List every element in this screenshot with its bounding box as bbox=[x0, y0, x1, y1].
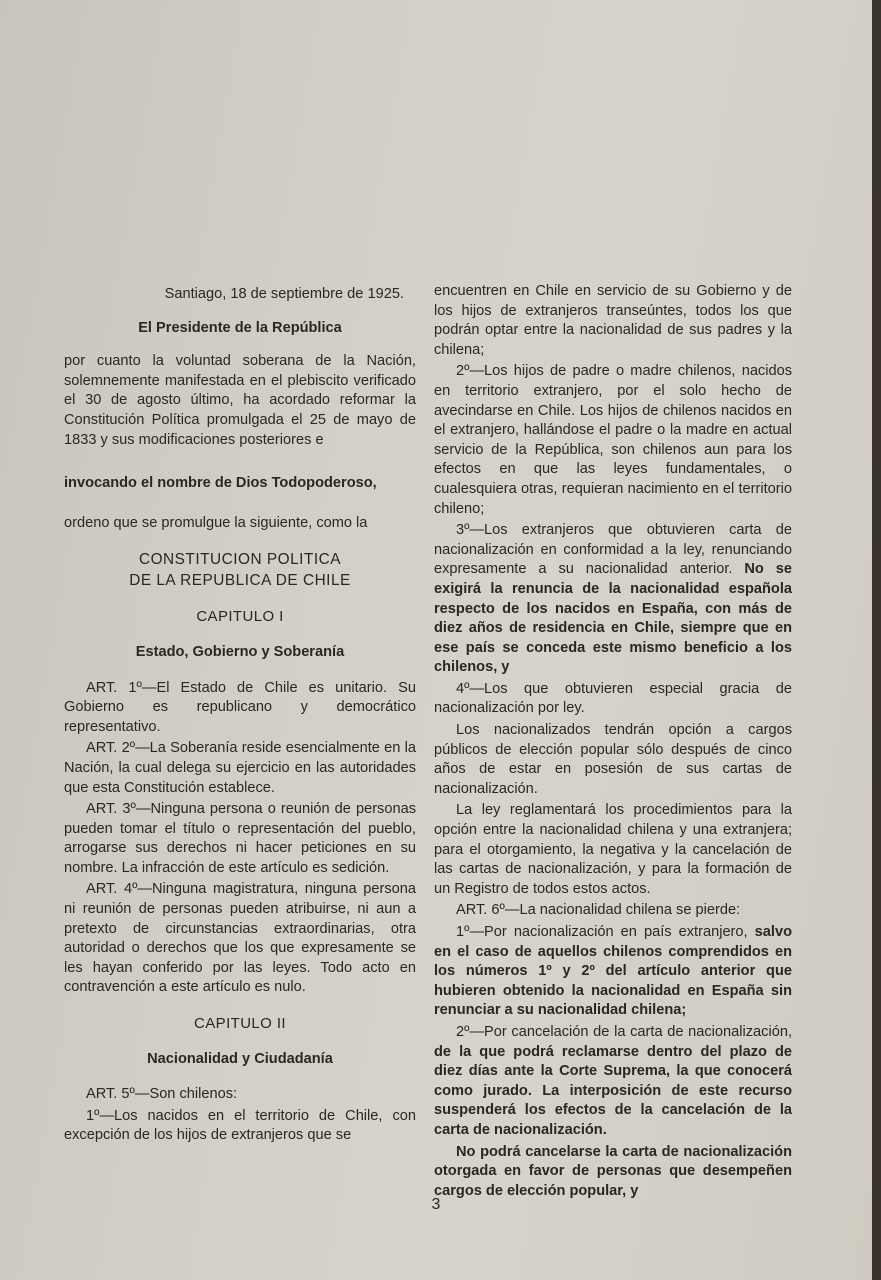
order-line: ordeno que se promulgue la siguiente, como la bbox=[64, 514, 368, 531]
article-5-item-3-text: 3º—Los extranjeros que obtuvieren carta de nacionalización en conformidad a la ley, renunciando expresamente a su nacionalidad anterior. bbox=[434, 522, 792, 578]
chapter-1-heading: CAPITULO I bbox=[196, 608, 284, 626]
article-5-item-4: 4º—Los que obtuvieren especial gracia de nacionalización por ley. bbox=[434, 680, 792, 717]
preamble-paragraph: por cuanto la voluntad soberana de la Nación, solemnemente manifestada en el plebiscito verificado el 30 de agosto último, ha acordado reformar la Constitución Política promulgada el 25 de mayo de 1833 y sus modificaciones posteriores e bbox=[64, 353, 416, 448]
page-number: 3 bbox=[431, 1196, 441, 1213]
article-6-item-2 bbox=[434, 1023, 792, 1141]
right-column bbox=[434, 282, 792, 1203]
article-5-item-1: 1º—Los nacidos en el territorio de Chile, con excepción de los hijos de extranjeros que se bbox=[64, 1107, 416, 1144]
article-5: ART. 5º—Son chilenos: bbox=[86, 1086, 238, 1103]
article-5-item-3 bbox=[434, 521, 792, 678]
chapter-2-title: Nacionalidad y Ciudadanía bbox=[147, 1050, 333, 1067]
constitution-title-1: CONSTITUCION POLITICA bbox=[138, 551, 342, 569]
article-6-item-1 bbox=[434, 923, 792, 1021]
constitution-title-2: DE LA REPUBLICA DE CHILE bbox=[129, 572, 351, 590]
chapter-2-heading: CAPITULO II bbox=[194, 1015, 286, 1033]
left-column bbox=[64, 285, 416, 1148]
page-edge-shadow bbox=[872, 0, 881, 1280]
article-6: ART. 6º—La nacionalidad chilena se pierde: bbox=[456, 902, 741, 919]
date-line: Santiago, 18 de septiembre de 1925. bbox=[164, 286, 404, 302]
article-2: ART. 2º—La Soberanía reside esencialmente en la Nación, la cual delega su ejercicio en las autoridades que esta Constitución establece. bbox=[64, 740, 416, 796]
president-heading: El Presidente de la República bbox=[138, 319, 342, 336]
article-1: ART. 1º—El Estado de Chile es unitario. Su Gobierno es republicano y democrático representativo. bbox=[64, 679, 416, 735]
article-6-item-1-amendment: salvo en el caso de aquellos chilenos comprendidos en los números 1º y 2º del artículo anterior que hubieren obtenido la nacionalidad en España sin renunciar a su nacionalidad chilena; bbox=[434, 924, 792, 1019]
article-5-item-1-continued: encuentren en Chile en servicio de su Gobierno y de los hijos de extranjeros transeúntes, todos los que podrán optar entre la nacionalidad de sus padres y la chilena; bbox=[434, 283, 792, 358]
article-6-item-1-text: 1º—Por nacionalización en país extranjero, bbox=[456, 924, 748, 940]
invocation-line: invocando el nombre de Dios Todopoderoso, bbox=[64, 475, 377, 492]
nationalized-paragraph: Los nacionalizados tendrán opción a cargos públicos de elección popular sólo después de cinco años de estar en posesión de sus cartas de nacionalización. bbox=[434, 722, 792, 797]
law-paragraph: La ley reglamentará los procedimientos para la opción entre la nacionalidad chilena y una extranjera; para el otorgamiento, la negativa y la cancelación de las cartas de nacionalización, y para la formación de un Registro de todos estos actos. bbox=[434, 802, 792, 897]
article-5-item-2: 2º—Los hijos de padre o madre chilenos, nacidos en territorio extranjero, por el solo hecho de avecindarse en Chile. Los hijos de chilenos nacidos en el extranjero, hallándose el padre o la madre en actual servicio de la República, son chilenos aun para los efectos en que las leyes fundamentales, o cualesquiera otras, requieran nacimiento en el territorio chileno; bbox=[434, 363, 792, 517]
article-3: ART. 3º—Ninguna persona o reunión de personas pueden tomar el título o representación del pueblo, arrogarse sus derechos ni hacer peticiones en su nombre. La infracción de este artículo es sedición. bbox=[64, 801, 416, 876]
article-6-item-2-text: 2º—Por cancelación de la carta de nacionalización, bbox=[456, 1023, 792, 1040]
no-podra-paragraph: No podrá cancelarse la carta de nacionalización otorgada en favor de personas que desempeñen cargos de elección popular, y bbox=[434, 1143, 792, 1199]
article-6-item-2-amendment: de la que podrá reclamarse dentro del plazo de diez días ante la Corte Suprema, la que conocerá como jurado. La interposición de este recurso suspenderá los efectos de la cancelación de la carta de nacionalización. bbox=[434, 1043, 792, 1138]
article-4: ART. 4º—Ninguna magistratura, ninguna persona ni reunión de personas pueden atribuirse, ni aun a pretexto de circunstancias extraordinarias, otra autoridad o derechos que los que expresamente se les hayan conferido por las leyes. Todo acto en contravención a este artículo es nulo. bbox=[64, 881, 416, 996]
chapter-1-title: Estado, Gobierno y Soberanía bbox=[135, 643, 345, 660]
article-5-item-3-amendment: No se exigirá la renuncia de la nacionalidad española respecto de los nacidos en España, con más de diez años de residencia en Chile, siempre que en ese país se conceda este mismo beneficio a los chilenos, y bbox=[434, 561, 792, 676]
